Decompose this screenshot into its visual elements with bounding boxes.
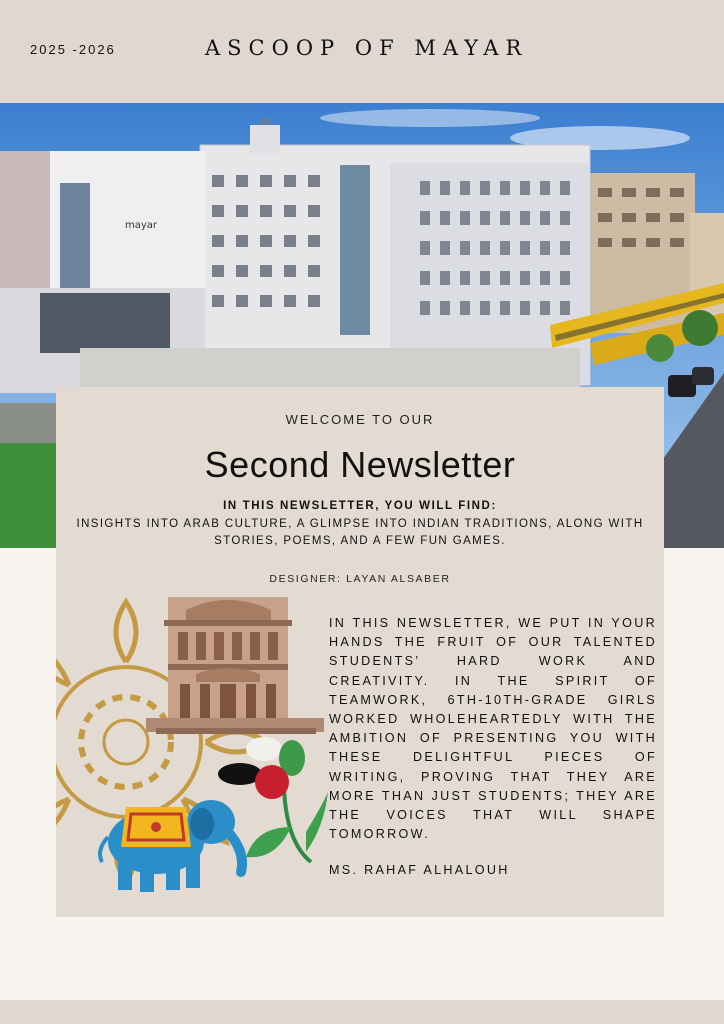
- author-signature: MS. RAHAF ALHALOUH: [329, 863, 510, 877]
- building-sign: mayar: [125, 220, 158, 231]
- header-band: [0, 0, 724, 103]
- elephant-icon: [100, 800, 242, 892]
- newsletter-title: Second Newsletter: [204, 444, 516, 485]
- footer-band: [0, 1000, 724, 1024]
- welcome-card: [56, 387, 664, 917]
- petra-treasury-icon: [146, 597, 324, 734]
- contents-heading: IN THIS NEWSLETTER, YOU WILL FIND:: [223, 500, 497, 512]
- culture-illustration: [56, 592, 328, 897]
- intro-paragraph: IN THIS NEWSLETTER, WE PUT IN YOUR HANDS THE FRUIT OF OUR TALENTED STUDENTS’ HARD WORK AND CREATIVITY. IN THE SPIRIT OF TEAMWORK, 6TH-10TH-GRADE GIRLS WORKED WHOLEHEARTEDLY WITH THE AMBITION OF PRESENTING YOU WITH THESE DELIGHTFUL PIECES OF WRITING, PROVING THAT THEY ARE MORE THAN JUST STUDENTS; THEY ARE THE VOICES THAT WILL SHAPE TOMORROW.: [329, 616, 657, 842]
- designer-credit: DESIGNER: LAYAN ALSABER: [269, 573, 451, 585]
- school-year: 2025 -2026: [30, 42, 116, 57]
- welcome-line: WELCOME TO OUR: [285, 412, 435, 427]
- newsletter-masthead: ASCOOP OF MAYAR: [205, 36, 529, 60]
- contents-description: INSIGHTS INTO ARAB CULTURE, A GLIMPSE INTO INDIAN TRADITIONS, ALONG WITH STORIES, POEMS, AND A FEW FUN GAMES.: [76, 518, 644, 547]
